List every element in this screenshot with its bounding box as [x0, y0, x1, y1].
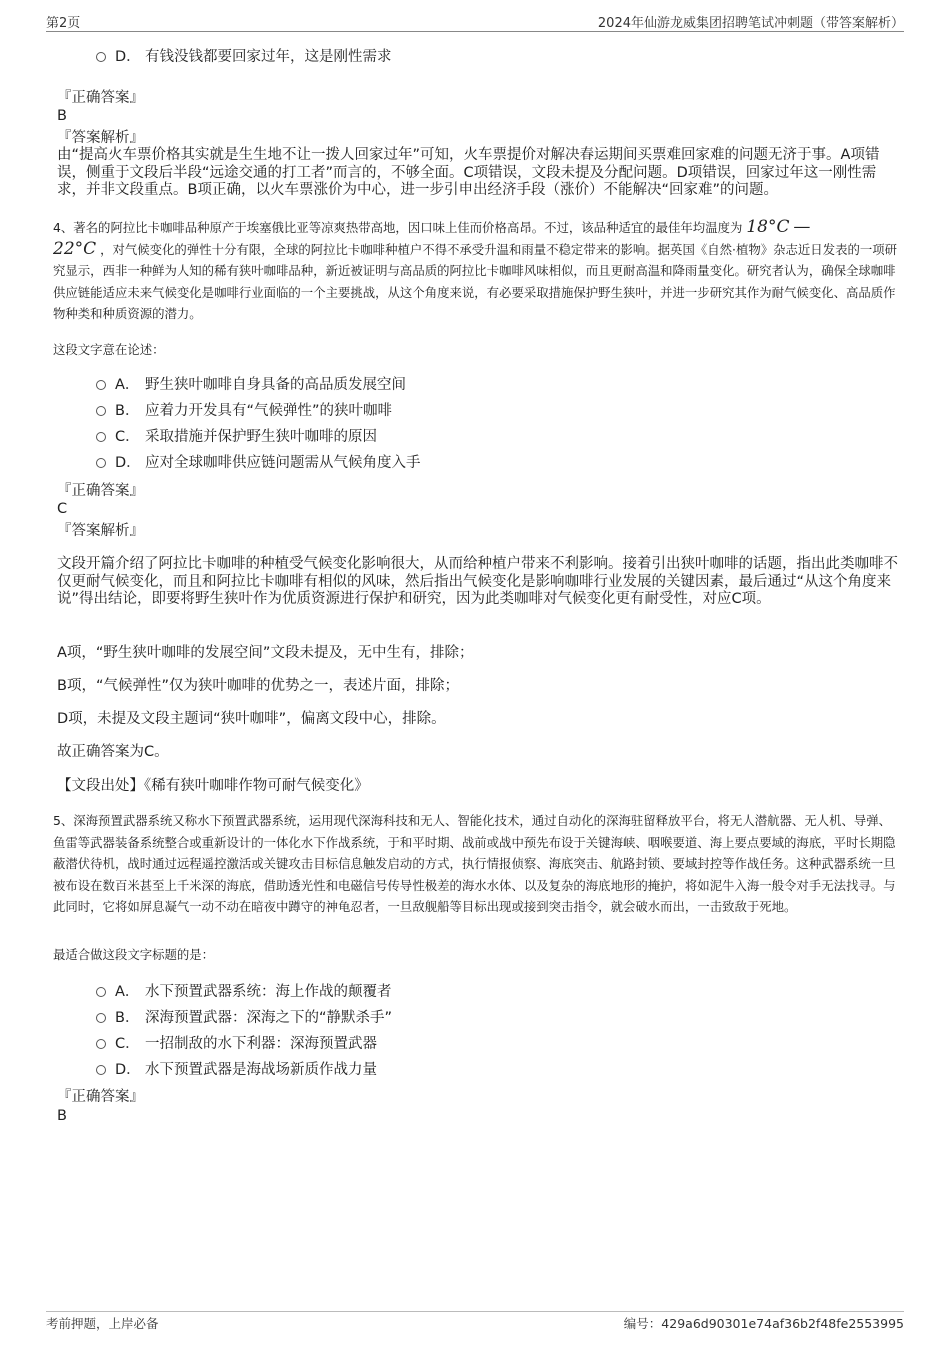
q4-number: 4、: [53, 220, 74, 235]
q4-analysis-d: D项，未提及文段主题词“狭叶咖啡”，偏离文段中心，排除。: [57, 711, 446, 727]
footer-serial: 编号：429a6d90301e74af36b2f48fe2553995: [623, 1316, 904, 1331]
q3-answer-heading: 『正确答案』: [57, 90, 144, 106]
page-number: 第2页: [46, 16, 81, 31]
temp-low: 18°C: [746, 217, 790, 237]
header-divider: [46, 31, 904, 32]
radio-icon[interactable]: [96, 458, 106, 468]
q4-stem: [53, 217, 898, 325]
q3-answer: B: [57, 108, 67, 124]
q5-option-d[interactable]: D． 水下预置武器是海战场新质作战力量: [96, 1060, 377, 1080]
q5-option-a[interactable]: A． 水下预置武器系统：海上作战的颠覆者: [96, 982, 392, 1002]
q4-option-d[interactable]: D． 应对全球咖啡供应链问题需从气候角度入手: [96, 453, 421, 473]
temp-high: 22°C: [53, 238, 97, 259]
q4-analysis-heading: 『答案解析』: [57, 523, 144, 539]
q5-answer-heading: 『正确答案』: [57, 1089, 144, 1105]
q4-prompt: 这段文字意在论述：: [53, 342, 165, 357]
q5-number: 5、: [53, 813, 74, 828]
radio-icon[interactable]: [96, 432, 106, 442]
q3-analysis-heading: 『答案解析』: [57, 130, 144, 146]
radio-icon[interactable]: [96, 52, 106, 62]
q4-option-a[interactable]: A． 野生狭叶咖啡自身具备的高品质发展空间: [96, 375, 406, 395]
q5-option-c[interactable]: C． 一招制敌的水下利器：深海预置武器: [96, 1034, 377, 1054]
radio-icon[interactable]: [96, 380, 106, 390]
footer-divider: [46, 1311, 904, 1312]
q4-analysis-a: A项，“野生狭叶咖啡的发展空间”文段未提及，无中生有，排除；: [57, 645, 474, 661]
radio-icon[interactable]: [96, 1039, 106, 1049]
q3-option-d[interactable]: D． 有钱没钱都要回家过年，这是刚性需求: [96, 47, 392, 67]
q4-conclusion: 故正确答案为C。: [57, 744, 169, 760]
q4-answer: C: [57, 501, 68, 517]
q4-option-b[interactable]: B． 应着力开发具有“气候弹性”的狭叶咖啡: [96, 401, 392, 421]
radio-icon[interactable]: [96, 1065, 106, 1075]
q4-source: 【文段出处】《稀有狭叶咖啡作物可耐气候变化》: [57, 778, 369, 794]
document-title: 2024年仙游龙威集团招聘笔试冲刺题（带答案解析）: [597, 16, 904, 31]
radio-icon[interactable]: [96, 987, 106, 997]
temp-dash: —: [793, 217, 811, 237]
footer-slogan: 考前押题，上岸必备: [46, 1316, 159, 1331]
q4-option-c[interactable]: C． 采取措施并保护野生狭叶咖啡的原因: [96, 427, 377, 447]
q3-analysis: 由“提高火车票价格其实就是生生地不让一拨人回家过年”可知，火车票提价对解决春运期间买票难回家难的问题无济于事。A项错误，侧重于文段后半段“远途交通的打工者”而言的，不够全面。C项错误，文段未提及分配问题。D项错误，回家过年这一刚性需求，并非文段重点。B项正确，以火车票涨价为中心，进一步引申出经济手段（涨价）不能解决“回家难”的问题。: [57, 147, 880, 199]
q5-option-b[interactable]: B． 深海预置武器：深海之下的“静默杀手”: [96, 1008, 392, 1028]
q5-stem: 5、深海预置武器系统又称水下预置武器系统，运用现代深海科技和无人、智能化技术，通过自动化的深海驻留释放平台，将无人潜航器、无人机、导弹、鱼雷等武器装备系统整合或重新设计的一体化水下作战系统，于和平时期、战前或战中预先布设于关键海峡、咽喉要道、海上要点要域的海底，平时长期隐蔽潜伏待机，战时通过远程遥控激活或关键攻击目标信息触发启动的方式，执行情报侦察、海底突击、航路封锁、要域封控等作战任务。这种武器系统一旦被布设在数百米甚至上千米深的海底，借助透光性和电磁信号传导性极差的海水水体、以及复杂的海底地形的掩护，将如泥牛入海一般令对手无法找寻。与此同时，它将如屏息凝气一动不动在暗夜中蹲守的神龟忍者，一旦敌舰船等目标出现或接到突击指令，就会破水而出，一击致敌于死地。: [53, 813, 896, 914]
q4-stem-part1: 著名的阿拉比卡咖啡品种原产于埃塞俄比亚等凉爽热带高地，因口味上佳而价格高昂。不过，该品种适宜的最佳年均温度为: [73, 220, 743, 235]
radio-icon[interactable]: [96, 1013, 106, 1023]
radio-icon[interactable]: [96, 406, 106, 416]
q4-stem-part2: ，对气候变化的弹性十分有限，全球的阿拉比卡咖啡种植户不得不承受升温和雨量不稳定带来的影响。据英国《自然·植物》杂志近日发表的一项研究显示，西非一种鲜为人知的稀有狭叶咖啡品种，新近被证明与高品质的阿拉比卡咖啡风味相似，而且更耐高温和降雨量变化。研究者认为，确保全球咖啡供应链能适应未来气候变化是咖啡行业面临的一个主要挑战，从这个角度来说，有必要采取措施保护野生狭叶，并进一步研究其作为耐气候变化、高品质作物种类和种质资源的潜力。: [53, 241, 898, 321]
q5-answer: B: [57, 1108, 67, 1124]
q4-analysis-b: B项，“气候弹性”仅为狭叶咖啡的优势之一，表述片面，排除；: [57, 678, 459, 694]
q5-prompt: 最适合做这段文字标题的是：: [53, 947, 215, 962]
q4-answer-heading: 『正确答案』: [57, 483, 144, 499]
q4-analysis: 文段开篇介绍了阿拉比卡咖啡的种植受气候变化影响很大，从而给种植户带来不利影响。接着引出狭叶咖啡的话题，指出此类咖啡不仅更耐气候变化，而且和阿拉比卡咖啡有相似的风味，然后指出气候变化是影响咖啡行业发展的关键因素，最后通过“从这个角度来说”得出结论，即要将野生狭叶作为优质资源进行保护和研究，因为此类咖啡对气候变化更有耐受性，对应C项。: [57, 556, 898, 608]
